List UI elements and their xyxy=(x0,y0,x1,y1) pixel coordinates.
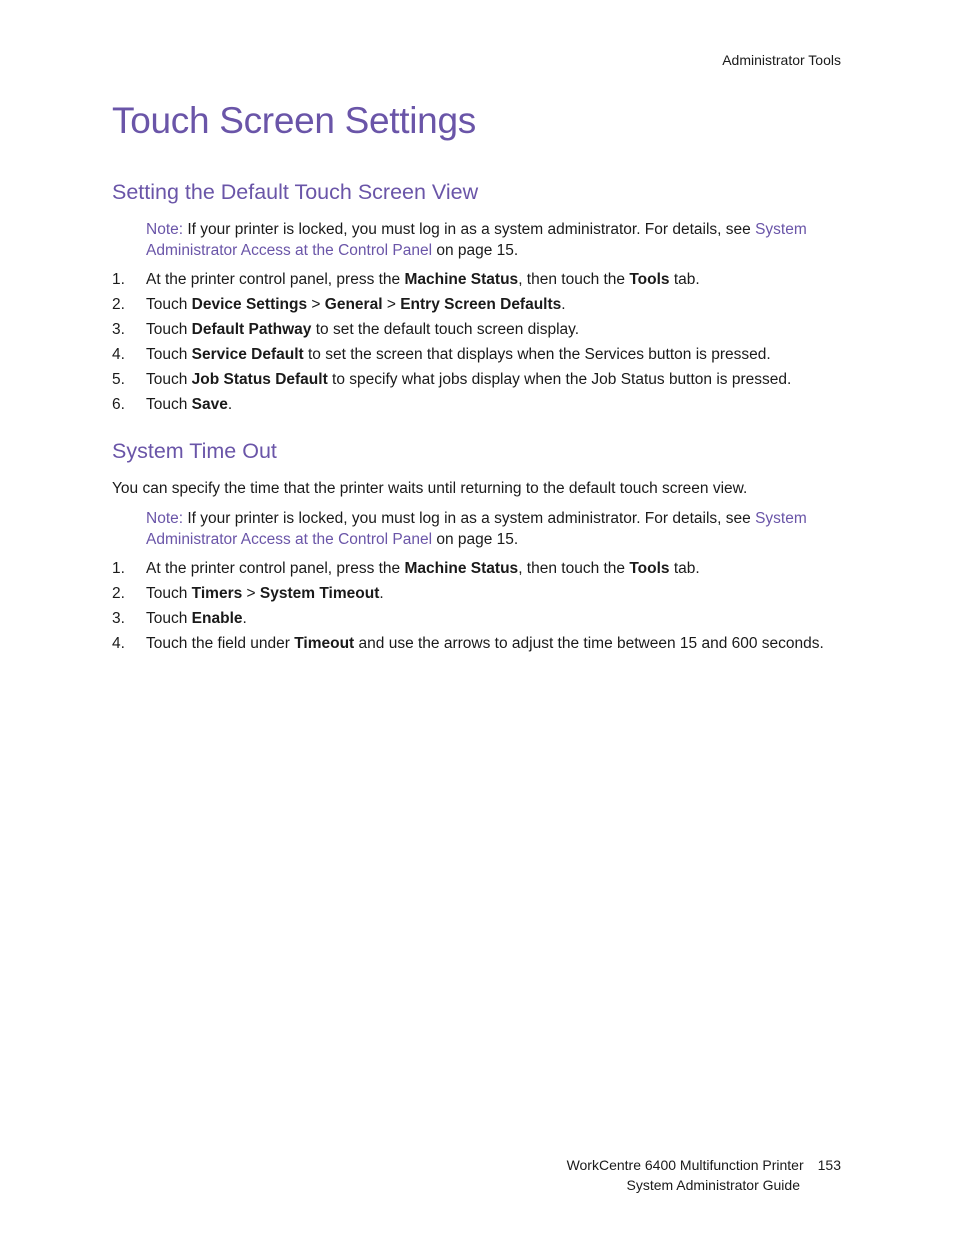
list-item xyxy=(112,633,832,654)
steps-default-view xyxy=(112,269,832,419)
note-suffix: on page 15. xyxy=(436,242,519,259)
step-text: . xyxy=(242,610,247,627)
ui-term: Timers xyxy=(191,585,243,602)
step-text: Touch xyxy=(146,296,192,313)
step-text: to set the default touch screen display. xyxy=(311,321,580,338)
steps-time-out xyxy=(112,558,832,658)
step-text: . xyxy=(379,585,384,602)
note-label: Note: xyxy=(146,221,184,238)
note-default-view xyxy=(146,219,836,261)
step-text: Touch xyxy=(146,371,192,388)
list-item xyxy=(112,394,832,415)
note-text: If your printer is locked, you must log in as a system administrator. For details, see xyxy=(187,510,751,527)
ui-term: Device Settings xyxy=(191,296,308,313)
step-number: 2. xyxy=(112,585,125,602)
note-label: Note: xyxy=(146,510,184,527)
step-number: 3. xyxy=(112,610,125,627)
list-item xyxy=(112,319,832,340)
step-text: and use the arrows to adjust the time between 15 and 600 seconds. xyxy=(354,635,824,652)
step-text: Touch xyxy=(146,585,192,602)
cross-reference-link[interactable]: System Administrator Access at the Control Panel xyxy=(146,510,807,548)
step-number: 4. xyxy=(112,635,125,652)
footer-product: WorkCentre 6400 Multifunction Printer xyxy=(566,1157,804,1173)
step-text: Touch xyxy=(146,321,192,338)
ui-term: Machine Status xyxy=(404,271,519,288)
step-text: . xyxy=(227,396,233,413)
step-text: , then touch the xyxy=(518,271,630,288)
ui-term: General xyxy=(324,296,383,313)
note-text: If your printer is locked, you must log in as a system administrator. For details, see xyxy=(187,221,751,238)
step-text: > xyxy=(307,296,325,313)
step-number: 3. xyxy=(112,321,125,338)
ui-term: Enable xyxy=(191,610,243,627)
list-item xyxy=(112,608,832,629)
step-text: Touch xyxy=(146,346,192,363)
ui-term: Timeout xyxy=(294,635,355,652)
section-heading-time-out: System Time Out xyxy=(112,439,277,463)
step-text: At the printer control panel, press the xyxy=(146,271,405,288)
ui-term: Job Status Default xyxy=(191,371,328,388)
list-item xyxy=(112,369,832,390)
step-number: 4. xyxy=(112,346,125,363)
page-footer xyxy=(567,1155,841,1195)
step-text: Touch xyxy=(146,396,192,413)
list-item xyxy=(112,294,832,315)
step-number: 1. xyxy=(112,560,125,577)
footer-guide: System Administrator Guide xyxy=(626,1177,800,1193)
list-item xyxy=(112,583,832,604)
running-header: Administrator Tools xyxy=(722,52,841,68)
step-text: to specify what jobs display when the Job Status button is pressed. xyxy=(327,371,792,388)
ui-term: Save xyxy=(191,396,228,413)
list-item xyxy=(112,269,832,290)
section-heading-default-view: Setting the Default Touch Screen View xyxy=(112,180,479,204)
step-number: 2. xyxy=(112,296,125,313)
page-title: Touch Screen Settings xyxy=(112,100,476,141)
cross-reference-link[interactable]: System Administrator Access at the Control Panel xyxy=(146,221,807,259)
ui-term: Service Default xyxy=(191,346,304,363)
list-item xyxy=(112,344,832,365)
step-text: Touch the field under xyxy=(146,635,295,652)
page-number: 153 xyxy=(817,1157,841,1173)
ui-term: Entry Screen Defaults xyxy=(400,296,562,313)
step-text: to set the screen that displays when the Services button is pressed. xyxy=(303,346,771,363)
note-suffix: on page 15. xyxy=(436,531,519,548)
ui-term: Default Pathway xyxy=(191,321,312,338)
ui-term: Machine Status xyxy=(404,560,519,577)
list-item xyxy=(112,558,832,579)
step-text: . xyxy=(561,296,566,313)
ui-term: Tools xyxy=(629,560,670,577)
step-text: At the printer control panel, press the xyxy=(146,560,405,577)
note-time-out xyxy=(146,508,836,550)
ui-term: System Timeout xyxy=(259,585,380,602)
step-text: Touch xyxy=(146,610,192,627)
step-text: tab. xyxy=(669,560,700,577)
step-text: , then touch the xyxy=(518,560,630,577)
step-number: 6. xyxy=(112,396,125,413)
step-number: 1. xyxy=(112,271,125,288)
intro-paragraph: You can specify the time that the printer waits until returning to the default touch screen view. xyxy=(112,480,748,497)
step-number: 5. xyxy=(112,371,125,388)
ui-term: Tools xyxy=(629,271,670,288)
step-text: tab. xyxy=(669,271,700,288)
step-text: > xyxy=(242,585,260,602)
step-text: > xyxy=(382,296,401,313)
